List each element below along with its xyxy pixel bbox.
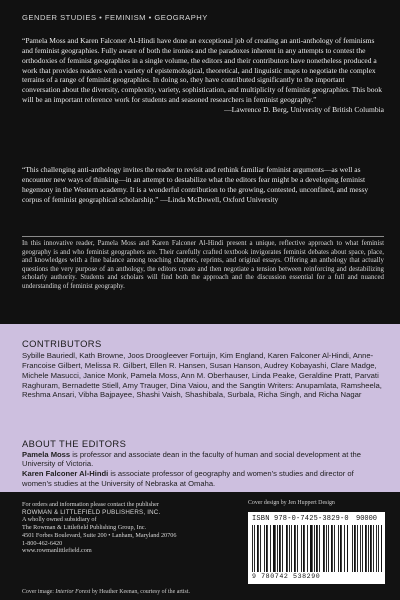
price-barcode-bars — [352, 525, 382, 572]
section-divider — [22, 236, 384, 237]
barcode-digits: 9 780742 538290 — [252, 573, 321, 580]
editor-bio-text: is professor and associate dean in the faculty of human and social development at the University of Victoria. — [22, 450, 361, 469]
publisher-info — [22, 501, 242, 555]
orders-note: For orders and information please contact the publisher — [22, 501, 159, 508]
editor-bio — [22, 469, 384, 487]
review-quote — [22, 36, 384, 115]
book-description: In this innovative reader, Pamela Moss and Karen Falconer Al-Hindi present a unique, reflective approach to what feminist geography is and who feminist geographers are. Their carefully crafted textbook invigorates feminist debates about space, place, and knowledges with a fine balance among teaching chapters, reprints, and original essays. Offering an anthology that actually questions the very purpose of an anthology, the editors create and then negotiate a tension between reinforcing and destabilizing scholarly authority. Students and scholars will find both the approach and the discussion essential for a full and nuanced understanding of feminist geography. — [22, 240, 384, 290]
credit-suffix: by Heather Keenan, courtesy of the artist. — [90, 589, 190, 595]
price-code: 90000 — [356, 515, 378, 523]
publisher-group: The Rowman & Littlefield Publishing Group, Inc. — [22, 524, 147, 532]
editor-name: Karen Falconer Al-Hindi — [22, 469, 109, 479]
subject-categories: GENDER STUDIES • FEMINISM • GEOGRAPHY — [22, 13, 208, 22]
editor-name: Pamela Moss — [22, 450, 71, 459]
quote-attribution: —Linda McDowell, Oxford University — [160, 194, 279, 204]
isbn-barcode — [248, 512, 385, 584]
publisher-name: ROWMAN & LITTLEFIELD PUBLISHERS, INC. — [22, 508, 161, 516]
contributors-heading: CONTRIBUTORS — [22, 338, 102, 349]
editors-heading: ABOUT THE EDITORS — [22, 438, 127, 449]
editor-bio-text: is associate professor of geography and women’s studies and director of women’s studies at the University of Nebraska at Omaha. — [22, 469, 354, 488]
cover-design-credit: Cover design by Jen Huppert Design — [248, 500, 335, 506]
contributors-list: Sybille Bauriedl, Kath Browne, Joos Droogleever Fortuijn, Kim England, Karen Falconer Al-Hindi, Anne-Francoise Gilbert, Melissa R. Gilbert, Ellen R. Hansen, Susan Hanson, Audrey Kobayashi, Clare Madge, Michele Masucci, Janice Monk, Pamela Moss, Ann M. Oberhauser, Linda Peake, Geraldine Pratt, Parvati Raghuram, Bernadette Stiell, Amy Trauger, Dina Vaiou, and the Sangtin Writers: Anupamlata, Ramsheela, Reshma Ansari, Vibha Bajpayee, Shashi Vaish, Shashibala, Surbala, Richa Singh, and Richa Nagar — [22, 351, 382, 400]
quote-text: “This challenging anti-anthology invites the reader to revisit and rethink familiar feminist arguments—as well as encounter new ways of thinking—in an attempt to destabilize what the editors fear might be a developing feminist hegemony in the Western academy. It is a wonderful contribution to the growing, contested, unconfined, and messy corpus of feminist geographical scholarship.” — [22, 165, 369, 204]
contributors-panel — [0, 324, 400, 492]
review-quote — [22, 165, 384, 204]
editor-bio — [22, 450, 384, 468]
publisher-address: 4501 Forbes Boulevard, Suite 200 • Lanham, Maryland 20706 — [22, 531, 177, 539]
quote-attribution: —Lawrence D. Berg, University of British Columbia — [224, 104, 384, 114]
publisher-website: www.rowmanlittlefield.com — [22, 547, 92, 555]
publisher-footer — [0, 492, 400, 600]
barcode-bars — [252, 525, 348, 572]
publisher-phone: 1-800-462-6420 — [22, 539, 63, 547]
editors-bios — [22, 450, 384, 489]
subsidiary-note: A wholly owned subsidiary of — [22, 516, 97, 524]
cover-image-credit — [22, 589, 190, 595]
isbn-number: ISBN 978-0-7425-3829-0 — [252, 515, 349, 523]
quote-text: “Pamela Moss and Karen Falconer Al-Hindi have done an exceptional job of creating an anti-anthology of feminisms and feminist geographies. Fully aware of both the ironies and the paradoxes inherent in any attempts to contest the orthodoxies of feminist geographies in a single volume, the editors and their contributors have nonetheless produced a work that provides readers with a variety of epistemological, theoretical, and linguistic maps to negotiate the complex terrains of a range of feminist geographies. In doing so, they have contributed significantly to the important conversation about the diversity, complexity, variety, sophistication, and multiplicity of feminist geographies. This book will be an important reference work for students and seasoned researchers in feminist geography.” — [22, 36, 382, 105]
credit-prefix: Cover image: — [22, 589, 56, 595]
cover-image-title: Interior Forest — [55, 589, 91, 595]
